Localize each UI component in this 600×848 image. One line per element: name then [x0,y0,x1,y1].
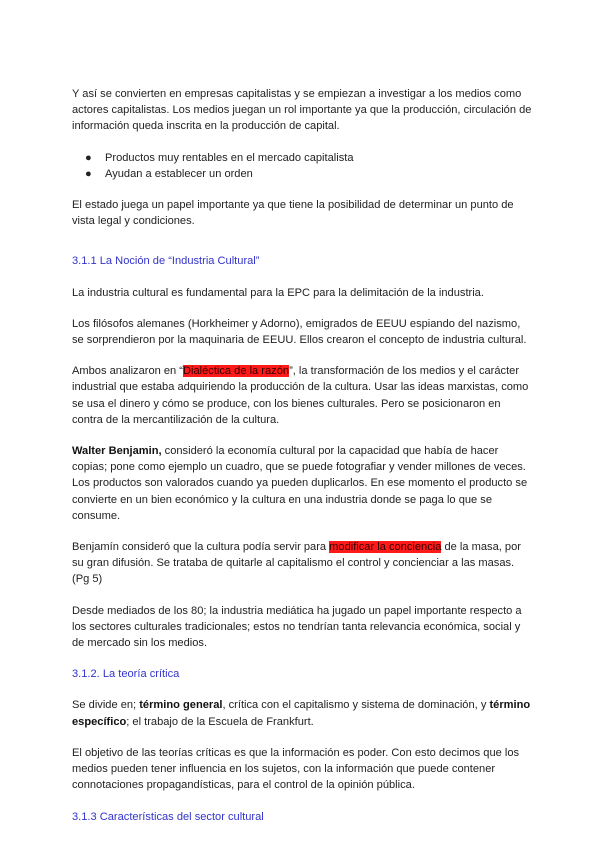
text-segment: Benjamín consideró que la cultura podía servir para [72,541,330,554]
text-segment: de la masa, por su gran difusión. Se trataba de quitarle al capitalismo el control y concienciar a las masas. (Pg 5) [72,541,521,586]
bold-term: término general [139,699,223,712]
paragraph-conciencia [72,539,532,588]
paragraph-industria-mediatica: Desde mediados de los 80; la industria mediática ha jugado un papel importante respecto a los sectores culturales tradicionales; estos no tendrían tanta relevancia económica, social y de mercado sin los medios. [72,604,522,650]
list-item [72,166,532,182]
bold-name: Walter Benjamin, [72,445,162,458]
bold-term: término específico [72,699,531,728]
text-segment: Se divide en; [72,699,140,712]
list-item-text: Productos muy rentables en el mercado capitalista [105,151,354,164]
paragraph-dialectica [72,363,532,428]
text-segment: , crítica con el capitalismo y sistema de dominación, y [222,699,490,712]
text-segment: consideró la economía cultural por la capacidad que había de hacer copias; pone como ejemplo un cuadro, que se puede fotografiar y vender millones de veces. Los productos son valorados cuando ya pueden duplicarlos. En ese momento el producto se convierte en un bien económico y la cultura en una industria donde se paga lo que se consume. [72,445,528,522]
highlighted-text: Dialéctica de la razón [183,365,290,378]
bullet-icon: ● [85,167,92,180]
bullet-list [72,150,532,182]
text-segment: ”, la transformación de los medios y el carácter industrial que estaba adquiriendo la producción de la cultura. Usar las ideas marxistas, como se usa el dinero y cómo se produce, con los bienes culturales. Pero se posicionaron en contra de la mercantilización de la cultura. [72,365,529,426]
bullet-icon: ● [85,151,92,164]
paragraph-definicion: La industria cultural es fundamental para la EPC para la delimitación de la industria. [72,286,484,299]
document-body [72,86,532,825]
list-item [72,150,532,166]
text-segment: ; el trabajo de la Escuela de Frankfurt. [126,715,314,728]
text-segment: Ambos analizaron en “ [72,365,183,378]
highlighted-text: modificar la conciencia [329,541,442,554]
paragraph-objetivo: El objetivo de las teorías críticas es que la información es poder. Con esto decimos que los medios pueden tener influencia en los sujetos, con la información que puede contener connotaciones propagandísticas, para el control de la opinión pública. [72,746,520,792]
paragraph-benjamin [72,443,532,524]
section-heading-teoria-critica: 3.1.2. La teoría crítica [72,668,180,681]
section-heading-industria-cultural: 3.1.1 La Noción de “Industria Cultural” [72,255,260,268]
list-item-text: Ayudan a establecer un orden [105,167,253,180]
paragraph-division [72,697,532,729]
paragraph-intro: Y así se convierten en empresas capitalistas y se empiezan a investigar a los medios como actores capitalistas. Los medios juegan un rol importante ya que la producción, circulación de información queda inscrita en la producción de capital. [72,88,532,133]
section-heading-sector-cultural: 3.1.3 Características del sector cultural [72,810,264,823]
paragraph-filosofos: Los filósofos alemanes (Horkheimer y Adorno), emigrados de EEUU espiando del nazismo, se sorprendieron por la maquinaria de EEUU. Ellos crearon el concepto de industria cultural. [72,317,527,347]
paragraph-estado: El estado juega un papel importante ya que tiene la posibilidad de determinar un punto de vista legal y condiciones. [72,199,514,228]
